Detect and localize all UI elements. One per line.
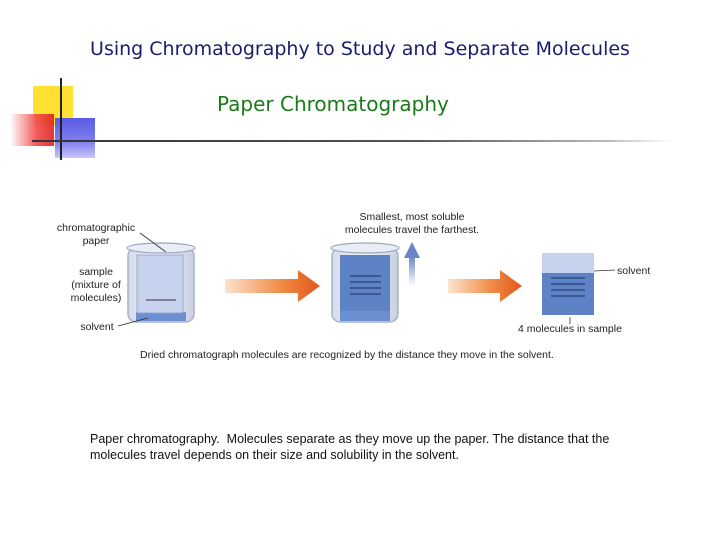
chromatographic-paper <box>137 255 183 313</box>
label-sample-line3: molecules) <box>70 292 122 304</box>
label-solvent-right: solvent <box>617 265 651 277</box>
caption <box>90 431 630 463</box>
beaker-2 <box>331 243 399 322</box>
slide-title: Using Chromatography to Study and Separate Molecules <box>90 38 630 60</box>
label-sample-line1: sample <box>79 266 113 278</box>
arrow-1 <box>225 270 320 302</box>
chromatography-diagram <box>40 200 680 370</box>
label-paper-line1: chromatographic <box>56 222 136 234</box>
decor-horizontal-line <box>32 140 672 142</box>
beaker-1 <box>127 243 195 322</box>
dried-chromatograph-strip <box>542 253 594 315</box>
label-solvent-left: solvent <box>80 321 114 333</box>
up-arrow <box>404 242 420 286</box>
caption-text: Molecules separate as they move up the paper. The distance that the molecules travel depends on their size and solubility in the solvent. <box>90 432 610 462</box>
label-top-line1: Smallest, most soluble <box>359 211 465 223</box>
decor-vertical-line <box>60 78 62 160</box>
label-top-line2: molecules travel the farthest. <box>344 224 480 236</box>
label-molecules: 4 molecules in sample <box>518 323 622 335</box>
caption-bold: Paper chromatography. <box>90 432 220 446</box>
label-bottom: Dried chromatograph molecules are recognized by the distance they move in the solvent. <box>140 349 554 361</box>
label-sample-line2: (mixture of <box>71 279 121 291</box>
label-paper-line2: paper <box>82 235 110 247</box>
slide-subtitle: Paper Chromatography <box>217 92 449 116</box>
arrow-2 <box>448 270 522 302</box>
